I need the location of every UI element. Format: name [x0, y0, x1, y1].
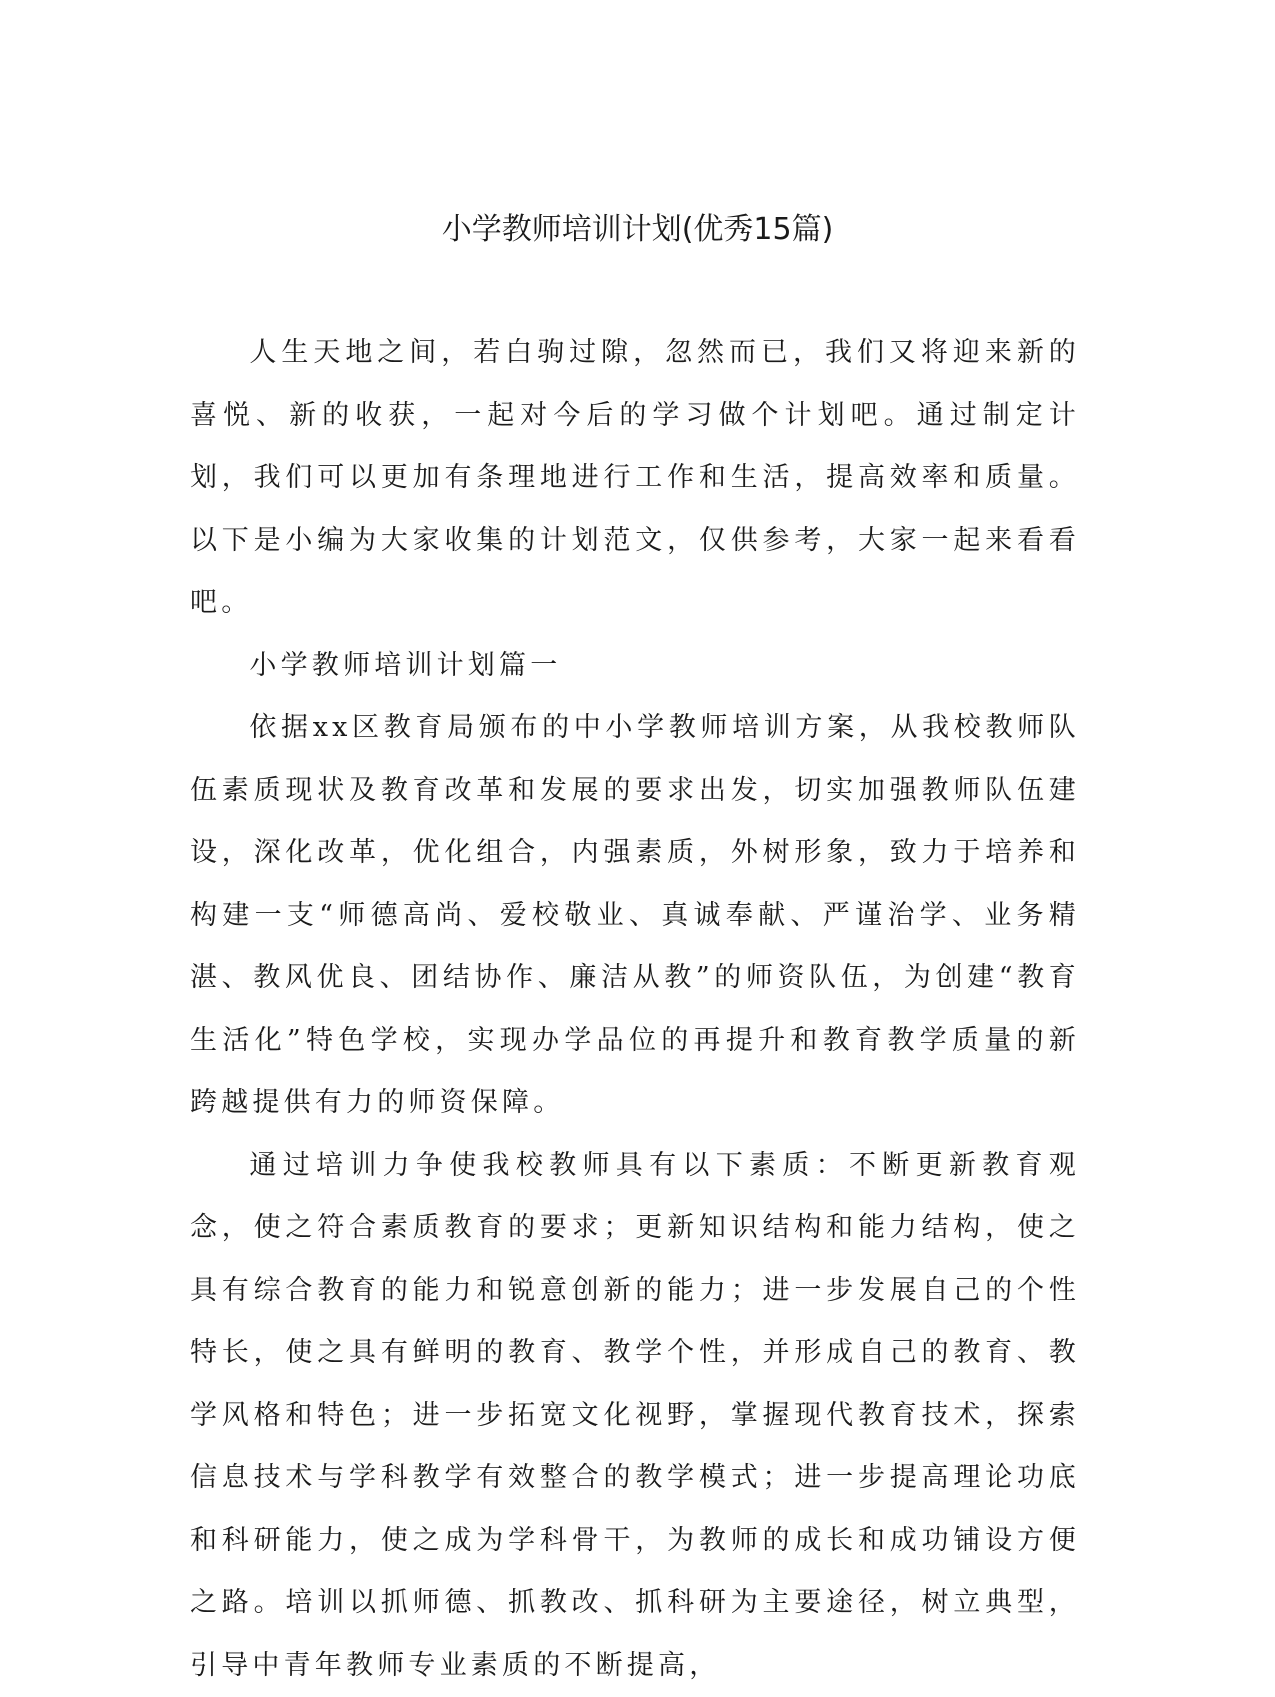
section-heading: 小学教师培训计划篇一 — [190, 635, 1080, 698]
paragraph-intro: 人生天地之间，若白驹过隙，忽然而已，我们又将迎来新的喜悦、新的收获，一起对今后的学习做个计划吧。通过制定计划，我们可以更加有条理地进行工作和生活，提高效率和质量。以下是小编为大家收集的计划范文，仅供参考，大家一起来看看吧。 — [190, 322, 1080, 635]
document-body — [190, 322, 1080, 1697]
document-title: 小学教师培训计划(优秀15篇) — [0, 210, 1275, 250]
paragraph-basis: 依据xx区教育局颁布的中小学教师培训方案，从我校教师队伍素质现状及教育改革和发展的要求出发，切实加强教师队伍建设，深化改革，优化组合，内强素质，外树形象，致力于培养和构建一支“师德高尚、爱校敬业、真诚奉献、严谨治学、业务精湛、教风优良、团结协作、廉洁从教”的师资队伍，为创建“教育生活化”特色学校，实现办学品位的再提升和教育教学质量的新跨越提供有力的师资保障。 — [190, 697, 1080, 1135]
paragraph-goals: 通过培训力争使我校教师具有以下素质：不断更新教育观念，使之符合素质教育的要求；更新知识结构和能力结构，使之具有综合教育的能力和锐意创新的能力；进一步发展自己的个性特长，使之具有鲜明的教育、教学个性，并形成自己的教育、教学风格和特色；进一步拓宽文化视野，掌握现代教育技术，探索信息技术与学科教学有效整合的教学模式；进一步提高理论功底和科研能力，使之成为学科骨干，为教师的成长和成功铺设方便之路。培训以抓师德、抓教改、抓科研为主要途径，树立典型，引导中青年教师专业素质的不断提高， — [190, 1135, 1080, 1697]
